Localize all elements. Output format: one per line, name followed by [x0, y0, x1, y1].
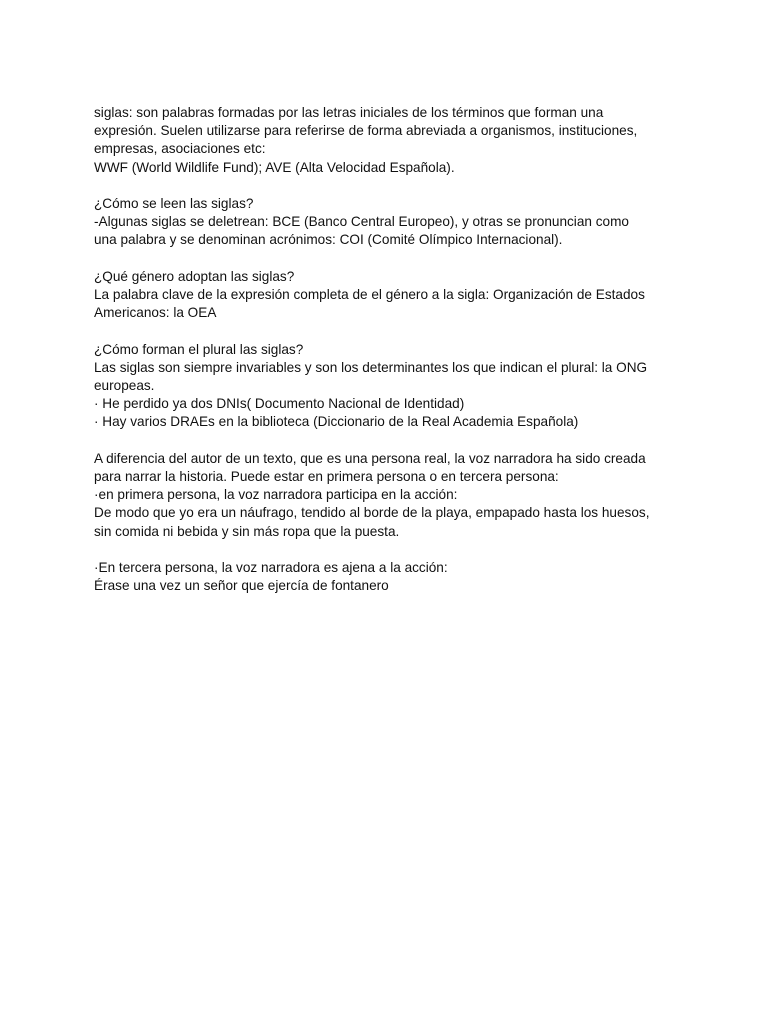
bullet-item: ·en primera persona, la voz narradora participa en la acción:	[94, 487, 458, 503]
paragraph-tercera-persona	[94, 559, 694, 595]
text-line: siglas: son palabras formadas por las letras iniciales de los términos que forman una	[94, 105, 604, 120]
bullet-item: · Hay varios DRAEs en la biblioteca (Diccionario de la Real Academia Española)	[94, 414, 579, 430]
paragraph-como-se-leen	[94, 195, 694, 250]
text-line: europeas.	[94, 378, 155, 393]
text-line: para narrar la historia. Puede estar en primera persona o en tercera persona:	[94, 469, 559, 484]
text-line: -Algunas siglas se deletrean: BCE (Banco Central Europeo), y otras se pronuncian como	[94, 214, 629, 230]
bullet-item: · He perdido ya dos DNIs( Documento Nacional de Identidad)	[94, 396, 465, 412]
text-line: WWF (World Wildlife Fund); AVE (Alta Velocidad Española).	[94, 159, 455, 175]
text-line: Érase una vez un señor que ejercía de fontanero	[94, 578, 389, 594]
text-line: expresión. Suelen utilizarse para referirse de forma abreviada a organismos, instituciones,	[94, 123, 638, 139]
question-heading: ¿Cómo forman el plural las siglas?	[94, 341, 304, 357]
paragraph-voz-narradora	[94, 450, 694, 541]
paragraph-genero	[94, 268, 694, 323]
paragraph-plural	[94, 341, 694, 432]
text-line: empresas, asociaciones etc:	[94, 141, 266, 157]
text-line: Americanos: la OEA	[94, 305, 217, 321]
text-line: sin comida ni bebida y sin más ropa que la puesta.	[94, 523, 400, 539]
text-line: una palabra y se denominan acrónimos: COI (Comité Olímpico Internacional).	[94, 232, 563, 248]
text-line: Las siglas son siempre invariables y son los determinantes los que indican el plural: la ONG	[94, 359, 648, 375]
text-line: De modo que yo era un náufrago, tendido al borde de la playa, empapado hasta los huesos,	[94, 505, 650, 521]
bullet-item: ·En tercera persona, la voz narradora es ajena a la acción:	[94, 560, 448, 575]
text-line: A diferencia del autor de un texto, que es una persona real, la voz narradora ha sido creada	[94, 450, 646, 466]
text-line: La palabra clave de la expresión completa de el género a la sigla: Organización de Estados	[94, 287, 645, 302]
question-heading: ¿Cómo se leen las siglas?	[94, 196, 254, 211]
paragraph-siglas-definition	[94, 104, 694, 177]
question-heading: ¿Qué género adoptan las siglas?	[94, 268, 295, 284]
document-body	[94, 104, 694, 614]
